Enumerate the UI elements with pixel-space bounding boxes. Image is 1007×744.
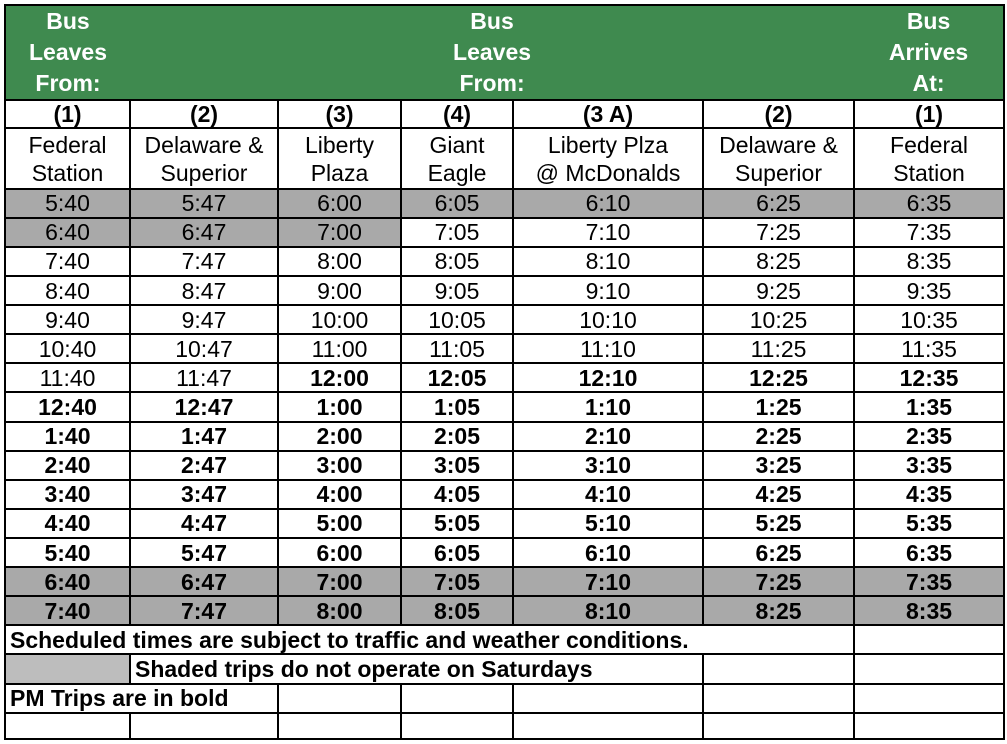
trip-time: 7:00 (278, 567, 401, 596)
trip-time: 6:47 (130, 218, 278, 247)
trip-time: 1:00 (278, 392, 401, 421)
trip-time: 5:05 (401, 509, 513, 538)
trip-time: 8:00 (278, 596, 401, 625)
trip-row (5, 509, 1004, 538)
trip-row (5, 567, 1004, 596)
empty-cell (130, 713, 278, 739)
note-row-pm (5, 684, 1004, 713)
stop-number: (2) (130, 100, 278, 128)
trip-time: 5:10 (513, 509, 703, 538)
trip-row (5, 538, 1004, 567)
trip-time: 9:10 (513, 276, 703, 305)
trip-time: 9:35 (854, 276, 1004, 305)
trip-time: 9:05 (401, 276, 513, 305)
trip-time: 6:25 (703, 538, 854, 567)
trip-time: 5:47 (130, 189, 278, 218)
trip-time: 12:00 (278, 363, 401, 392)
trip-time: 12:10 (513, 363, 703, 392)
trip-time: 8:05 (401, 247, 513, 276)
trip-time: 6:10 (513, 189, 703, 218)
trip-time: 9:40 (5, 305, 130, 334)
trip-row (5, 334, 1004, 363)
trip-row (5, 218, 1004, 247)
trip-time: 7:47 (130, 596, 278, 625)
header-row (5, 5, 1004, 100)
trip-time: 11:05 (401, 334, 513, 363)
trip-row (5, 363, 1004, 392)
trip-row (5, 305, 1004, 334)
trip-time: 7:25 (703, 218, 854, 247)
note-row-scheduled (5, 625, 1004, 654)
trip-time: 12:40 (5, 392, 130, 421)
trip-time: 4:35 (854, 480, 1004, 509)
trip-time: 4:00 (278, 480, 401, 509)
trip-time: 8:35 (854, 247, 1004, 276)
trip-row (5, 596, 1004, 625)
trip-time: 1:35 (854, 392, 1004, 421)
trip-time: 9:47 (130, 305, 278, 334)
header-middle: Bus Leaves From: (130, 5, 854, 100)
trip-time: 6:47 (130, 567, 278, 596)
trip-time: 6:00 (278, 538, 401, 567)
stop-name: Delaware & Superior (703, 128, 854, 188)
blank-row (5, 713, 1004, 739)
empty-cell (401, 684, 513, 713)
trip-time: 6:05 (401, 538, 513, 567)
trip-time: 5:35 (854, 509, 1004, 538)
empty-cell (278, 684, 401, 713)
trip-time: 11:00 (278, 334, 401, 363)
trip-time: 1:40 (5, 422, 130, 451)
trip-time: 10:25 (703, 305, 854, 334)
trip-time: 12:05 (401, 363, 513, 392)
stop-name: Giant Eagle (401, 128, 513, 188)
trip-row (5, 392, 1004, 421)
note-shaded: Shaded trips do not operate on Saturdays (130, 654, 703, 683)
trip-time: 7:05 (401, 567, 513, 596)
trip-time: 8:10 (513, 596, 703, 625)
trip-time: 3:47 (130, 480, 278, 509)
trip-time: 2:05 (401, 422, 513, 451)
empty-cell (854, 713, 1004, 739)
trip-time: 7:40 (5, 247, 130, 276)
trip-time: 4:40 (5, 509, 130, 538)
empty-cell (854, 684, 1004, 713)
trip-time: 7:47 (130, 247, 278, 276)
trip-row (5, 189, 1004, 218)
trip-time: 2:00 (278, 422, 401, 451)
trip-time: 4:47 (130, 509, 278, 538)
header-right: Bus Arrives At: (854, 5, 1004, 100)
trip-time: 1:10 (513, 392, 703, 421)
trip-time: 7:35 (854, 218, 1004, 247)
stop-number: (3 A) (513, 100, 703, 128)
trip-time: 3:05 (401, 451, 513, 480)
trip-time: 7:10 (513, 218, 703, 247)
empty-cell (854, 654, 1004, 683)
trip-time: 5:40 (5, 189, 130, 218)
stop-name: Federal Station (5, 128, 130, 188)
stop-name: Federal Station (854, 128, 1004, 188)
trip-time: 8:35 (854, 596, 1004, 625)
trip-time: 9:25 (703, 276, 854, 305)
empty-cell (703, 654, 854, 683)
empty-cell (854, 625, 1004, 654)
trip-row (5, 422, 1004, 451)
empty-cell (703, 713, 854, 739)
trip-time: 8:00 (278, 247, 401, 276)
trip-time: 3:00 (278, 451, 401, 480)
trip-time: 5:47 (130, 538, 278, 567)
trip-time: 12:47 (130, 392, 278, 421)
stop-number: (4) (401, 100, 513, 128)
trip-time: 4:10 (513, 480, 703, 509)
trip-time: 8:25 (703, 247, 854, 276)
header-left: Bus Leaves From: (5, 5, 130, 100)
trip-time: 1:47 (130, 422, 278, 451)
trip-time: 1:25 (703, 392, 854, 421)
note-scheduled: Scheduled times are subject to traffic and weather conditions. (5, 625, 854, 654)
trip-time: 10:35 (854, 305, 1004, 334)
trip-row (5, 451, 1004, 480)
trip-time: 8:40 (5, 276, 130, 305)
trip-time: 10:40 (5, 334, 130, 363)
trip-row (5, 480, 1004, 509)
trip-time: 8:05 (401, 596, 513, 625)
bus-timetable (4, 4, 1005, 740)
trip-time: 3:10 (513, 451, 703, 480)
stop-name: Liberty Plaza (278, 128, 401, 188)
trip-time: 2:35 (854, 422, 1004, 451)
trip-time: 10:00 (278, 305, 401, 334)
trip-row (5, 247, 1004, 276)
stop-number-row (5, 100, 1004, 128)
trip-time: 11:40 (5, 363, 130, 392)
trip-time: 6:40 (5, 218, 130, 247)
trip-time: 3:35 (854, 451, 1004, 480)
trip-time: 10:47 (130, 334, 278, 363)
trip-time: 2:47 (130, 451, 278, 480)
trip-time: 2:40 (5, 451, 130, 480)
trip-time: 7:35 (854, 567, 1004, 596)
trip-time: 6:25 (703, 189, 854, 218)
empty-cell (513, 684, 703, 713)
stop-name: Liberty Plza @ McDonalds (513, 128, 703, 188)
trip-time: 8:25 (703, 596, 854, 625)
stop-number: (2) (703, 100, 854, 128)
trip-time: 10:05 (401, 305, 513, 334)
stop-name: Delaware & Superior (130, 128, 278, 188)
trip-time: 5:40 (5, 538, 130, 567)
trip-time: 6:10 (513, 538, 703, 567)
note-pm: PM Trips are in bold (5, 684, 278, 713)
trip-time: 3:40 (5, 480, 130, 509)
stop-number: (1) (854, 100, 1004, 128)
empty-cell (401, 713, 513, 739)
empty-cell (513, 713, 703, 739)
trip-time: 7:40 (5, 596, 130, 625)
trip-time: 6:35 (854, 538, 1004, 567)
trip-time: 6:00 (278, 189, 401, 218)
trip-time: 11:47 (130, 363, 278, 392)
trip-time: 12:25 (703, 363, 854, 392)
trip-time: 2:25 (703, 422, 854, 451)
trip-time: 12:35 (854, 363, 1004, 392)
trip-time: 4:05 (401, 480, 513, 509)
trip-row (5, 276, 1004, 305)
empty-cell (703, 684, 854, 713)
trip-time: 2:10 (513, 422, 703, 451)
trip-time: 11:25 (703, 334, 854, 363)
trip-time: 11:10 (513, 334, 703, 363)
note-row-shaded (5, 654, 1004, 683)
trip-time: 7:05 (401, 218, 513, 247)
trip-time: 6:05 (401, 189, 513, 218)
stop-number: (3) (278, 100, 401, 128)
trip-time: 3:25 (703, 451, 854, 480)
trip-time: 7:00 (278, 218, 401, 247)
trip-time: 10:10 (513, 305, 703, 334)
trip-time: 5:00 (278, 509, 401, 538)
trip-time: 7:25 (703, 567, 854, 596)
empty-cell (278, 713, 401, 739)
trip-time: 8:10 (513, 247, 703, 276)
trip-time: 8:47 (130, 276, 278, 305)
trip-time: 7:10 (513, 567, 703, 596)
trip-time: 5:25 (703, 509, 854, 538)
trip-time: 11:35 (854, 334, 1004, 363)
trip-time: 6:35 (854, 189, 1004, 218)
trip-time: 6:40 (5, 567, 130, 596)
trip-time: 9:00 (278, 276, 401, 305)
stop-number: (1) (5, 100, 130, 128)
shaded-legend-swatch (5, 654, 130, 683)
empty-cell (5, 713, 130, 739)
trip-time: 1:05 (401, 392, 513, 421)
trip-time: 4:25 (703, 480, 854, 509)
stop-name-row (5, 128, 1004, 188)
